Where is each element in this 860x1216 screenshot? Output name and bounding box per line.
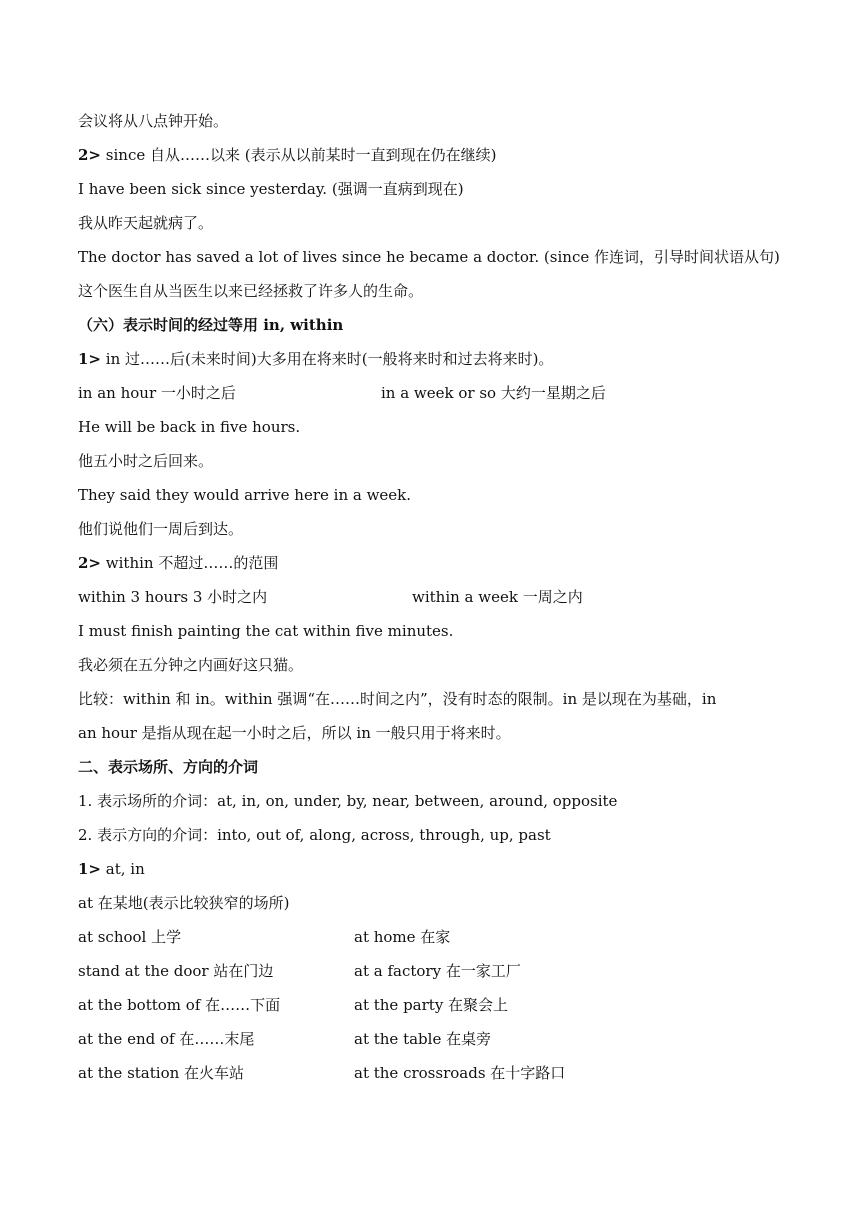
item-number: 2> — [78, 554, 102, 572]
phrase-left: at the station 在火车站 — [78, 1064, 245, 1082]
phrase-left: in an hour 一小时之后 — [78, 384, 236, 402]
item-number: 2> — [78, 146, 102, 164]
list-item: 1. 表示场所的介词：at, in, on, under, by, near, between, around, opposite — [78, 792, 618, 810]
section-heading: 二、表示场所、方向的介词 — [78, 758, 259, 776]
example-sentence: He will be back in five hours. — [78, 418, 301, 436]
example-sentence: I must finish painting the cat within five minutes. — [78, 622, 454, 640]
translation: 他们说他们一周后到达。 — [78, 520, 244, 538]
item-heading — [78, 349, 553, 369]
phrase-right: at the party 在聚会上 — [354, 996, 509, 1014]
item-number: 1> — [78, 350, 102, 368]
phrase-left: at the bottom of 在……下面 — [78, 996, 281, 1014]
section-heading: （六）表示时间的经过等用 in, within — [78, 316, 344, 334]
phrase-right: in a week or so 大约一星期之后 — [381, 384, 606, 402]
phrase-left: stand at the door 站在门边 — [78, 962, 274, 980]
item-text: in 过……后(未来时间)大多用在将来时(一般将来时和过去将来时)。 — [101, 350, 554, 368]
phrase-left: at school 上学 — [78, 928, 182, 946]
phrase-right: at the crossroads 在十字路口 — [354, 1064, 566, 1082]
example-sentence: They said they would arrive here in a week. — [78, 486, 412, 504]
example-sentence: The doctor has saved a lot of lives since he became a doctor. (since 作连词，引导时间状语从句) — [78, 248, 780, 266]
text-line: 会议将从八点钟开始。 — [78, 112, 229, 130]
phrase-left: within 3 hours 3 小时之内 — [78, 588, 268, 606]
item-text: since 自从……以来 (表示从以前某时一直到现在仍在继续) — [101, 146, 497, 164]
item-heading — [78, 553, 278, 573]
item-text: within 不超过……的范围 — [101, 554, 279, 572]
phrase-left: at the end of 在……末尾 — [78, 1030, 255, 1048]
translation: 我必须在五分钟之内画好这只猫。 — [78, 656, 304, 674]
item-number: 1> — [78, 860, 102, 878]
text-line: at 在某地(表示比较狭窄的场所) — [78, 894, 290, 912]
item-text: at, in — [101, 860, 145, 878]
phrase-right: at a factory 在一家工厂 — [354, 962, 521, 980]
phrase-right: within a week 一周之内 — [412, 588, 583, 606]
comparison-note-cont: an hour 是指从现在起一小时之后，所以 in 一般只用于将来时。 — [78, 724, 511, 742]
phrase-right: at the table 在桌旁 — [354, 1030, 492, 1048]
translation: 他五小时之后回来。 — [78, 452, 214, 470]
comparison-note: 比较：within 和 in。within 强调“在……时间之内”，没有时态的限制。in 是以现在为基础，in — [78, 690, 717, 708]
item-heading — [78, 859, 145, 879]
translation: 我从昨天起就病了。 — [78, 214, 214, 232]
translation: 这个医生自从当医生以来已经拯救了许多人的生命。 — [78, 282, 424, 300]
phrase-right: at home 在家 — [354, 928, 451, 946]
list-item: 2. 表示方向的介词：into, out of, along, across, through, up, past — [78, 826, 551, 844]
example-sentence: I have been sick since yesterday. (强调一直病到现在) — [78, 180, 464, 198]
item-heading — [78, 145, 496, 165]
